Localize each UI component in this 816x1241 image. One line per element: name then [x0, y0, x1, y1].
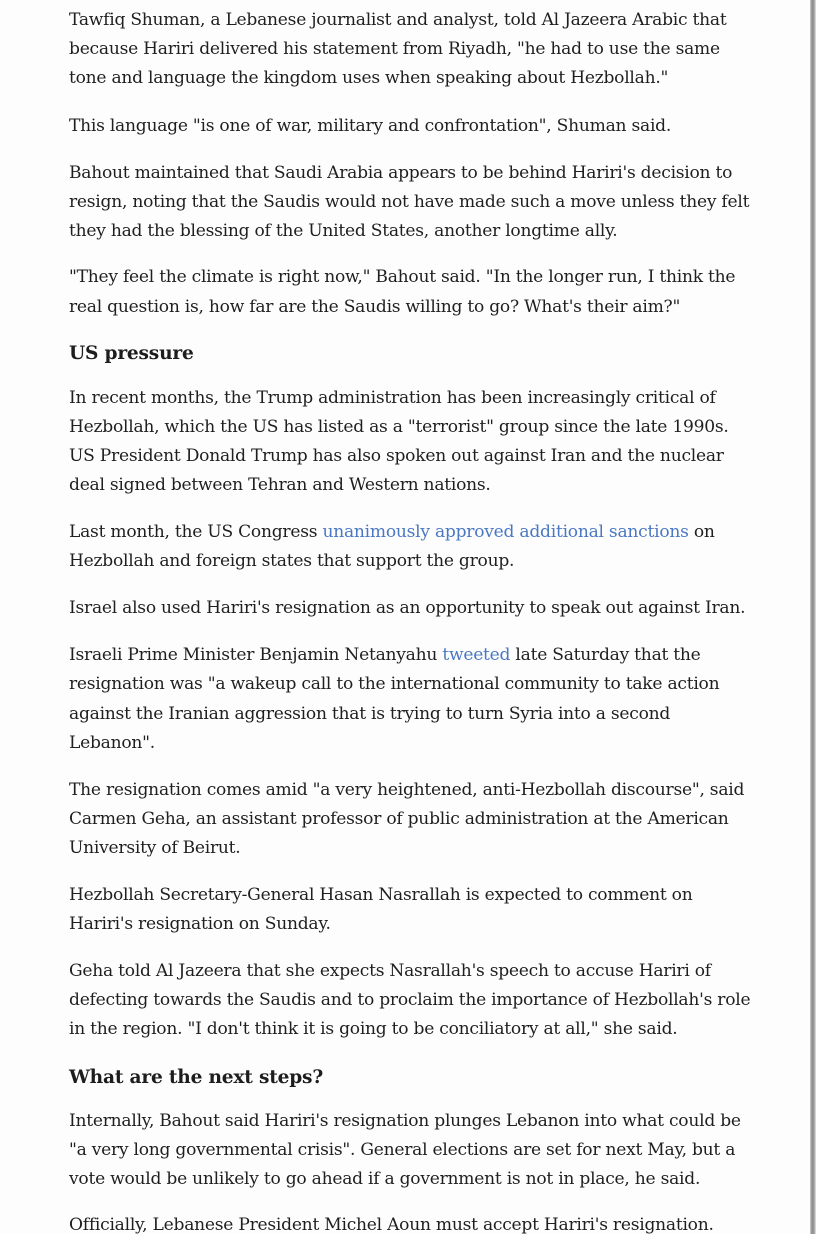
sanctions-link[interactable]: unanimously approved additional sanctions	[322, 521, 689, 542]
window-edge	[810, 0, 816, 1234]
paragraph-israel-iran: Israel also used Hariri's resignation as an opportunity to speak out against Iran.	[69, 598, 746, 619]
article-body	[69, 6, 759, 1241]
paragraph-governmental-crisis: Internally, Bahout said Hariri's resignation plunges Lebanon into what could be "a very long governmental crisis". General elections are set for next May, but a vote would be unlikely to go ahead if a government is not in place, he said.	[69, 1110, 741, 1190]
paragraph-trump-administration: In recent months, the Trump administration has been increasingly critical of Hezbollah, which the US has listed as a "terrorist" group since the late 1990s. US President Donald Trump has also spoken out against Iran and the nuclear deal signed between Tehran and Western nations.	[69, 387, 729, 496]
paragraph-nasrallah: Hezbollah Secretary-General Hasan Nasrallah is expected to comment on Hariri's resignation on Sunday.	[69, 884, 693, 934]
text-segment: on Hezbollah and foreign states that support the group.	[69, 521, 715, 571]
paragraph-language-war: This language "is one of war, military and confrontation", Shuman said.	[69, 115, 672, 136]
paragraph-bahout-climate: "They feel the climate is right now," Bahout said. "In the longer run, I think the real question is, how far are the Saudis willing to go? What's their aim?"	[69, 267, 736, 317]
paragraph-aoun: Officially, Lebanese President Michel Aoun must accept Hariri's resignation.	[69, 1215, 714, 1236]
paragraph-geha-discourse: The resignation comes amid "a very heightened, anti-Hezbollah discourse", said Carmen Geha, an assistant professor of public administration at the American University of Beirut.	[69, 780, 745, 859]
paragraph-bahout-saudi: Bahout maintained that Saudi Arabia appears to be behind Hariri's decision to resign, noting that the Saudis would not have made such a move unless they felt they had the blessing of the United States, another longtime ally.	[69, 162, 750, 242]
paragraph-netanyahu	[69, 641, 759, 758]
paragraph-geha-speech: Geha told Al Jazeera that she expects Nasrallah's speech to accuse Hariri of defecting towards the Saudis and to proclaim the importance of Hezbollah's role in the region. "I don't think it is going to be conciliatory at all," she said.	[69, 961, 751, 1040]
text-segment: Israeli Prime Minister Benjamin Netanyahu	[69, 645, 443, 666]
paragraph-shuman-quote: Tawfiq Shuman, a Lebanese journalist and analyst, told Al Jazeera Arabic that because Hariri delivered his statement from Riyadh, "he had to use the same tone and language the kingdom uses when speaking about Hezbollah."	[69, 10, 727, 89]
paragraph-congress-sanctions	[69, 518, 759, 576]
tweeted-link[interactable]: tweeted	[442, 645, 511, 666]
text-segment: Last month, the US Congress	[69, 521, 323, 542]
heading-next-steps: What are the next steps?	[69, 1066, 324, 1088]
text-segment: late Saturday that the resignation was "a wakeup call to the international community to take action against the Iranian aggression that is trying to turn Syria into a second Lebanon".	[69, 645, 720, 753]
heading-us-pressure: US pressure	[69, 342, 194, 364]
